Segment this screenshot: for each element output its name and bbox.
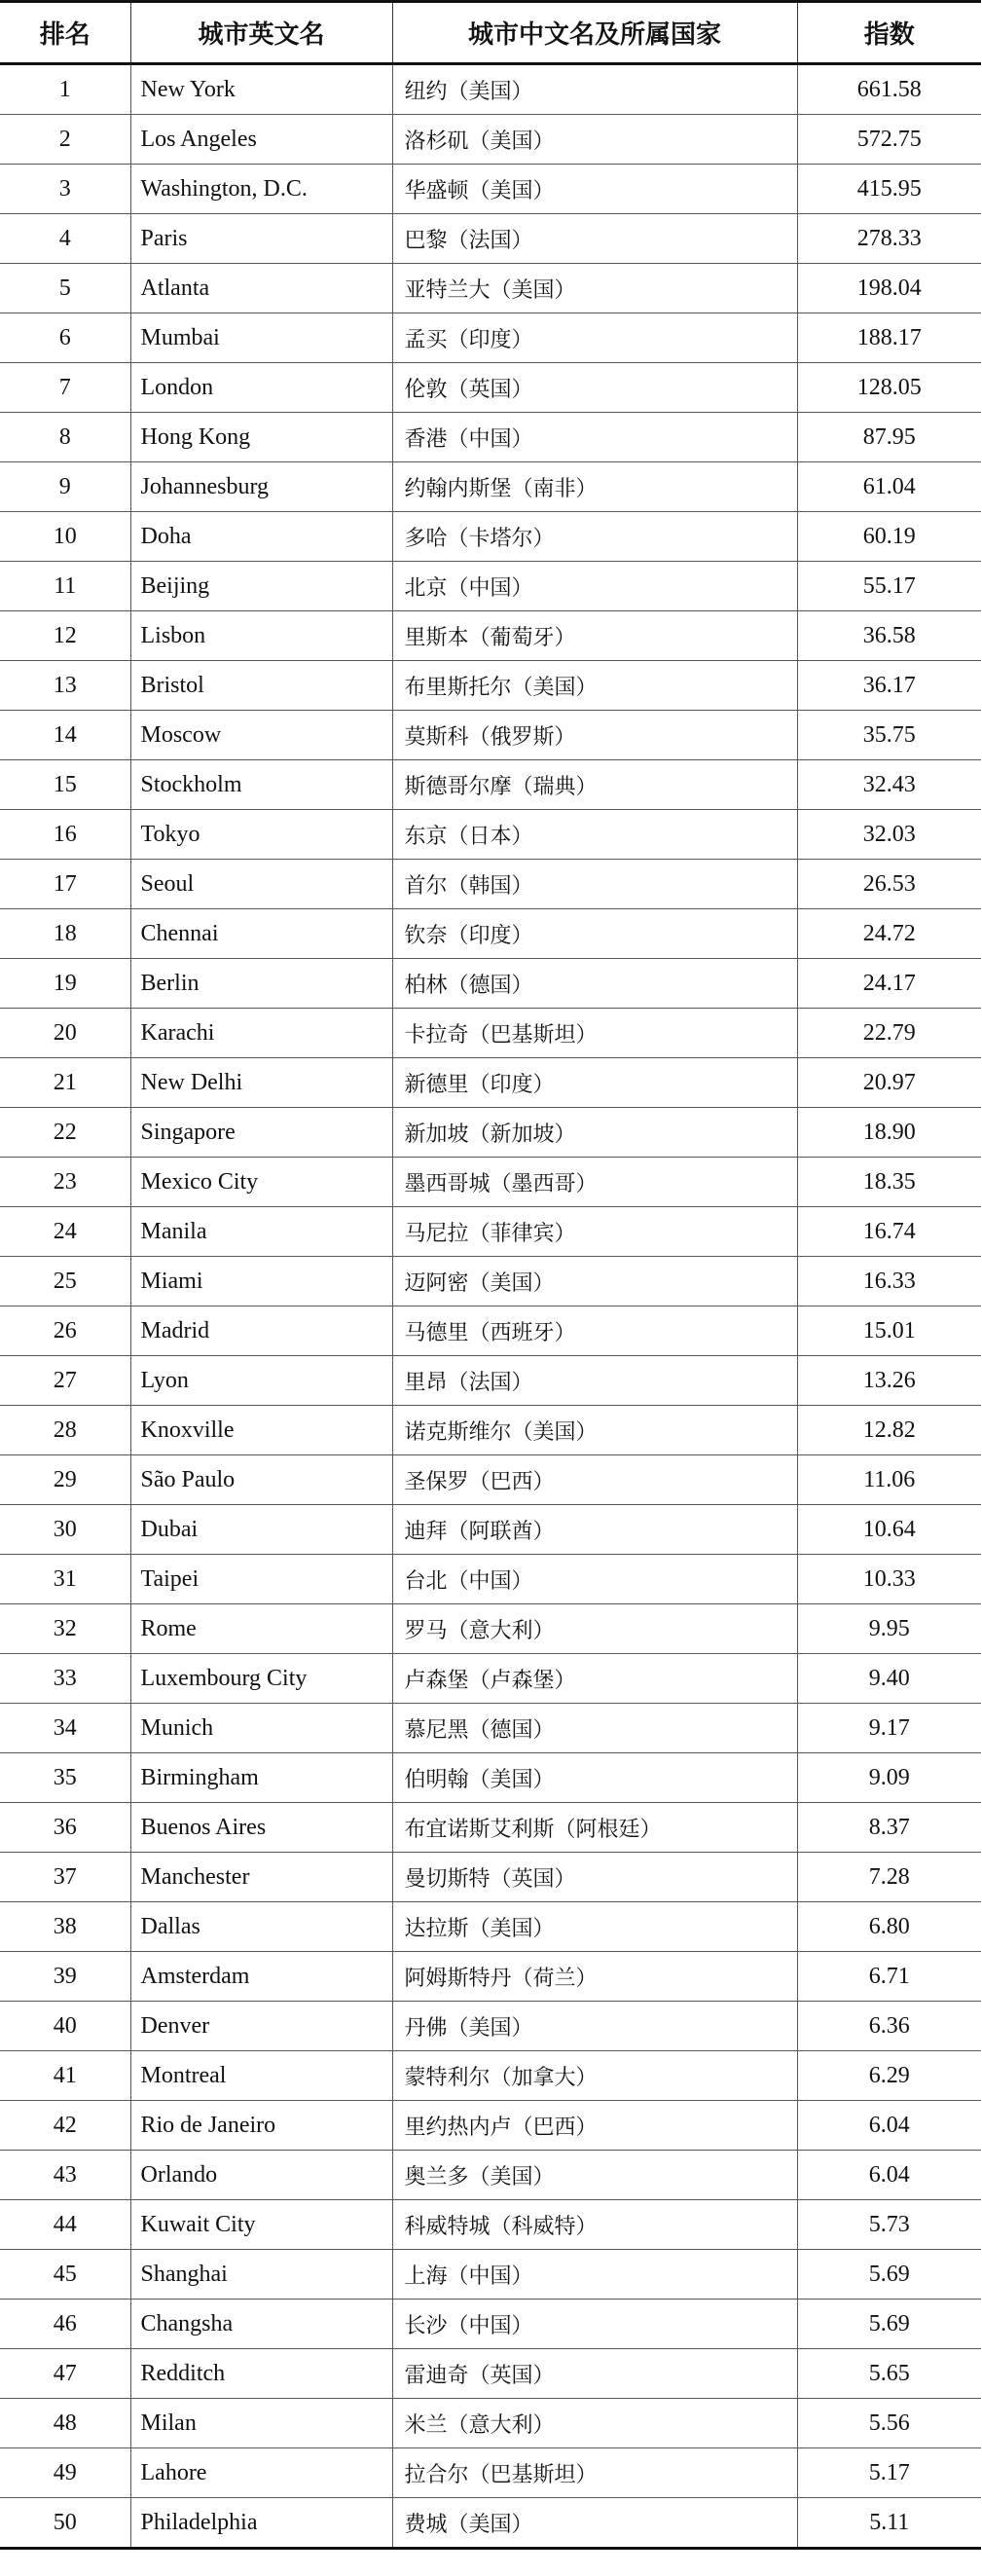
english-name-cell: Dallas bbox=[130, 1902, 392, 1952]
table-row bbox=[0, 711, 981, 760]
chinese-name-cell: 达拉斯（美国） bbox=[392, 1902, 797, 1952]
english-name-cell: Moscow bbox=[130, 711, 392, 760]
english-name-cell: Luxembourg City bbox=[130, 1654, 392, 1704]
chinese-name-cell: 斯德哥尔摩（瑞典） bbox=[392, 760, 797, 810]
header-row bbox=[0, 2, 981, 64]
table-row bbox=[0, 214, 981, 264]
chinese-name-cell: 北京（中国） bbox=[392, 562, 797, 611]
chinese-name-cell: 香港（中国） bbox=[392, 413, 797, 462]
table-row bbox=[0, 1455, 981, 1505]
english-name-cell: Madrid bbox=[130, 1306, 392, 1356]
english-name-cell: Seoul bbox=[130, 860, 392, 909]
table-row bbox=[0, 1058, 981, 1108]
index-value-cell: 10.33 bbox=[797, 1555, 981, 1604]
english-name-cell: Munich bbox=[130, 1704, 392, 1753]
rank-cell: 34 bbox=[0, 1704, 130, 1753]
english-name-cell: Rome bbox=[130, 1604, 392, 1654]
index-value-cell: 11.06 bbox=[797, 1455, 981, 1505]
english-name-cell: Manchester bbox=[130, 1853, 392, 1902]
english-name-cell: Miami bbox=[130, 1257, 392, 1306]
english-name-cell: Atlanta bbox=[130, 264, 392, 313]
index-value-cell: 9.95 bbox=[797, 1604, 981, 1654]
table-row bbox=[0, 2349, 981, 2399]
english-name-cell: Taipei bbox=[130, 1555, 392, 1604]
index-value-cell: 6.80 bbox=[797, 1902, 981, 1952]
english-name-cell: Berlin bbox=[130, 959, 392, 1009]
index-value-cell: 87.95 bbox=[797, 413, 981, 462]
english-name-cell: Dubai bbox=[130, 1505, 392, 1555]
index-value-cell: 9.17 bbox=[797, 1704, 981, 1753]
rank-cell: 14 bbox=[0, 711, 130, 760]
chinese-name-cell: 巴黎（法国） bbox=[392, 214, 797, 264]
rank-cell: 4 bbox=[0, 214, 130, 264]
index-value-cell: 60.19 bbox=[797, 512, 981, 562]
index-value-cell: 6.29 bbox=[797, 2051, 981, 2101]
rank-cell: 38 bbox=[0, 1902, 130, 1952]
rank-cell: 30 bbox=[0, 1505, 130, 1555]
table-row bbox=[0, 1306, 981, 1356]
table-row bbox=[0, 860, 981, 909]
rank-cell: 36 bbox=[0, 1803, 130, 1853]
index-value-cell: 35.75 bbox=[797, 711, 981, 760]
chinese-name-cell: 东京（日本） bbox=[392, 810, 797, 860]
english-name-cell: Lahore bbox=[130, 2448, 392, 2498]
rank-cell: 7 bbox=[0, 363, 130, 413]
table-row bbox=[0, 2200, 981, 2250]
table-row bbox=[0, 1753, 981, 1803]
chinese-name-cell: 迈阿密（美国） bbox=[392, 1257, 797, 1306]
english-name-cell: Kuwait City bbox=[130, 2200, 392, 2250]
table-row bbox=[0, 2300, 981, 2349]
english-name-cell: Mumbai bbox=[130, 313, 392, 363]
table-row bbox=[0, 413, 981, 462]
rank-cell: 21 bbox=[0, 1058, 130, 1108]
chinese-name-cell: 圣保罗（巴西） bbox=[392, 1455, 797, 1505]
rank-cell: 6 bbox=[0, 313, 130, 363]
chinese-name-cell: 雷迪奇（英国） bbox=[392, 2349, 797, 2399]
english-name-cell: Denver bbox=[130, 2002, 392, 2051]
table-row bbox=[0, 2002, 981, 2051]
table-row bbox=[0, 1803, 981, 1853]
english-name-cell: Milan bbox=[130, 2399, 392, 2448]
english-name-cell: São Paulo bbox=[130, 1455, 392, 1505]
rank-cell: 22 bbox=[0, 1108, 130, 1158]
chinese-name-cell: 布宜诺斯艾利斯（阿根廷） bbox=[392, 1803, 797, 1853]
index-value-cell: 5.69 bbox=[797, 2300, 981, 2349]
chinese-name-cell: 阿姆斯特丹（荷兰） bbox=[392, 1952, 797, 2002]
chinese-name-cell: 里昂（法国） bbox=[392, 1356, 797, 1406]
index-value-cell: 18.35 bbox=[797, 1158, 981, 1207]
english-name-cell: Los Angeles bbox=[130, 115, 392, 165]
table-row bbox=[0, 1505, 981, 1555]
table-row bbox=[0, 1853, 981, 1902]
english-name-cell: New Delhi bbox=[130, 1058, 392, 1108]
table-row bbox=[0, 810, 981, 860]
english-name-cell: Bristol bbox=[130, 661, 392, 711]
rank-cell: 2 bbox=[0, 115, 130, 165]
rank-cell: 43 bbox=[0, 2151, 130, 2200]
index-value-cell: 6.71 bbox=[797, 1952, 981, 2002]
index-value-cell: 36.58 bbox=[797, 611, 981, 661]
chinese-name-cell: 孟买（印度） bbox=[392, 313, 797, 363]
english-name-cell: Montreal bbox=[130, 2051, 392, 2101]
chinese-name-cell: 首尔（韩国） bbox=[392, 860, 797, 909]
rank-cell: 9 bbox=[0, 462, 130, 512]
rank-cell: 31 bbox=[0, 1555, 130, 1604]
index-value-cell: 16.33 bbox=[797, 1257, 981, 1306]
rank-cell: 32 bbox=[0, 1604, 130, 1654]
english-name-cell: Lisbon bbox=[130, 611, 392, 661]
chinese-name-cell: 墨西哥城（墨西哥） bbox=[392, 1158, 797, 1207]
rank-cell: 23 bbox=[0, 1158, 130, 1207]
index-value-cell: 278.33 bbox=[797, 214, 981, 264]
table-row bbox=[0, 1158, 981, 1207]
index-value-cell: 20.97 bbox=[797, 1058, 981, 1108]
index-value-cell: 8.37 bbox=[797, 1803, 981, 1853]
chinese-name-cell: 奥兰多（美国） bbox=[392, 2151, 797, 2200]
rank-cell: 44 bbox=[0, 2200, 130, 2250]
index-value-cell: 12.82 bbox=[797, 1406, 981, 1455]
chinese-name-cell: 丹佛（美国） bbox=[392, 2002, 797, 2051]
table-row bbox=[0, 512, 981, 562]
rank-cell: 10 bbox=[0, 512, 130, 562]
rank-cell: 49 bbox=[0, 2448, 130, 2498]
rank-cell: 15 bbox=[0, 760, 130, 810]
rank-cell: 1 bbox=[0, 64, 130, 115]
index-value-cell: 188.17 bbox=[797, 313, 981, 363]
table-row bbox=[0, 959, 981, 1009]
index-value-cell: 5.11 bbox=[797, 2498, 981, 2549]
rank-cell: 35 bbox=[0, 1753, 130, 1803]
index-value-cell: 6.36 bbox=[797, 2002, 981, 2051]
chinese-name-cell: 华盛顿（美国） bbox=[392, 165, 797, 214]
chinese-name-cell: 钦奈（印度） bbox=[392, 909, 797, 959]
table-row bbox=[0, 1356, 981, 1406]
index-value-cell: 26.53 bbox=[797, 860, 981, 909]
rank-cell: 3 bbox=[0, 165, 130, 214]
rank-cell: 11 bbox=[0, 562, 130, 611]
rank-cell: 25 bbox=[0, 1257, 130, 1306]
index-value-cell: 415.95 bbox=[797, 165, 981, 214]
chinese-name-cell: 柏林（德国） bbox=[392, 959, 797, 1009]
rank-cell: 46 bbox=[0, 2300, 130, 2349]
chinese-name-cell: 费城（美国） bbox=[392, 2498, 797, 2549]
table-row bbox=[0, 1406, 981, 1455]
english-name-cell: Tokyo bbox=[130, 810, 392, 860]
table-row bbox=[0, 1108, 981, 1158]
table-row bbox=[0, 2399, 981, 2448]
chinese-name-cell: 罗马（意大利） bbox=[392, 1604, 797, 1654]
english-name-cell: Karachi bbox=[130, 1009, 392, 1058]
english-name-cell: London bbox=[130, 363, 392, 413]
table-row bbox=[0, 1952, 981, 2002]
rank-cell: 19 bbox=[0, 959, 130, 1009]
chinese-name-cell: 拉合尔（巴基斯坦） bbox=[392, 2448, 797, 2498]
chinese-name-cell: 多哈（卡塔尔） bbox=[392, 512, 797, 562]
index-value-cell: 572.75 bbox=[797, 115, 981, 165]
english-name-cell: Stockholm bbox=[130, 760, 392, 810]
index-value-cell: 5.69 bbox=[797, 2250, 981, 2300]
rank-cell: 47 bbox=[0, 2349, 130, 2399]
chinese-name-cell: 卢森堡（卢森堡） bbox=[392, 1654, 797, 1704]
table-row bbox=[0, 661, 981, 711]
index-value-cell: 9.09 bbox=[797, 1753, 981, 1803]
chinese-name-cell: 米兰（意大利） bbox=[392, 2399, 797, 2448]
index-value-cell: 15.01 bbox=[797, 1306, 981, 1356]
index-value-cell: 9.40 bbox=[797, 1654, 981, 1704]
table-row bbox=[0, 2448, 981, 2498]
table-row bbox=[0, 1207, 981, 1257]
index-value-cell: 22.79 bbox=[797, 1009, 981, 1058]
table-row bbox=[0, 2151, 981, 2200]
table-row bbox=[0, 611, 981, 661]
index-value-cell: 32.03 bbox=[797, 810, 981, 860]
rank-cell: 42 bbox=[0, 2101, 130, 2151]
index-value-cell: 32.43 bbox=[797, 760, 981, 810]
chinese-name-cell: 科威特城（科威特） bbox=[392, 2200, 797, 2250]
index-value-cell: 36.17 bbox=[797, 661, 981, 711]
chinese-name-cell: 洛杉矶（美国） bbox=[392, 115, 797, 165]
rank-cell: 29 bbox=[0, 1455, 130, 1505]
rank-cell: 5 bbox=[0, 264, 130, 313]
english-name-cell: Changsha bbox=[130, 2300, 392, 2349]
english-name-cell: Paris bbox=[130, 214, 392, 264]
table-row bbox=[0, 2250, 981, 2300]
header-index: 指数 bbox=[797, 2, 981, 64]
chinese-name-cell: 亚特兰大（美国） bbox=[392, 264, 797, 313]
chinese-name-cell: 里约热内卢（巴西） bbox=[392, 2101, 797, 2151]
rank-cell: 33 bbox=[0, 1654, 130, 1704]
rank-cell: 39 bbox=[0, 1952, 130, 2002]
chinese-name-cell: 里斯本（葡萄牙） bbox=[392, 611, 797, 661]
chinese-name-cell: 曼切斯特（英国） bbox=[392, 1853, 797, 1902]
index-value-cell: 5.56 bbox=[797, 2399, 981, 2448]
table-row bbox=[0, 363, 981, 413]
rank-cell: 41 bbox=[0, 2051, 130, 2101]
english-name-cell: Orlando bbox=[130, 2151, 392, 2200]
english-name-cell: Hong Kong bbox=[130, 413, 392, 462]
header-rank: 排名 bbox=[0, 2, 130, 64]
index-value-cell: 6.04 bbox=[797, 2101, 981, 2151]
rank-cell: 28 bbox=[0, 1406, 130, 1455]
rank-cell: 16 bbox=[0, 810, 130, 860]
table-header bbox=[0, 2, 981, 64]
rank-cell: 40 bbox=[0, 2002, 130, 2051]
chinese-name-cell: 伦敦（英国） bbox=[392, 363, 797, 413]
chinese-name-cell: 台北（中国） bbox=[392, 1555, 797, 1604]
rank-cell: 50 bbox=[0, 2498, 130, 2549]
index-value-cell: 24.72 bbox=[797, 909, 981, 959]
index-value-cell: 5.73 bbox=[797, 2200, 981, 2250]
table-row bbox=[0, 2101, 981, 2151]
chinese-name-cell: 布里斯托尔（美国） bbox=[392, 661, 797, 711]
index-value-cell: 24.17 bbox=[797, 959, 981, 1009]
rank-cell: 27 bbox=[0, 1356, 130, 1406]
chinese-name-cell: 慕尼黑（德国） bbox=[392, 1704, 797, 1753]
index-value-cell: 10.64 bbox=[797, 1505, 981, 1555]
table-row bbox=[0, 1604, 981, 1654]
english-name-cell: Lyon bbox=[130, 1356, 392, 1406]
english-name-cell: Singapore bbox=[130, 1108, 392, 1158]
english-name-cell: Johannesburg bbox=[130, 462, 392, 512]
english-name-cell: Amsterdam bbox=[130, 1952, 392, 2002]
table-row bbox=[0, 1704, 981, 1753]
index-value-cell: 198.04 bbox=[797, 264, 981, 313]
index-value-cell: 61.04 bbox=[797, 462, 981, 512]
english-name-cell: Chennai bbox=[130, 909, 392, 959]
index-value-cell: 5.17 bbox=[797, 2448, 981, 2498]
table-row bbox=[0, 760, 981, 810]
rank-cell: 12 bbox=[0, 611, 130, 661]
rank-cell: 37 bbox=[0, 1853, 130, 1902]
table-row bbox=[0, 562, 981, 611]
index-value-cell: 6.04 bbox=[797, 2151, 981, 2200]
chinese-name-cell: 莫斯科（俄罗斯） bbox=[392, 711, 797, 760]
english-name-cell: Washington, D.C. bbox=[130, 165, 392, 214]
table-body bbox=[0, 64, 981, 2549]
table-row bbox=[0, 1257, 981, 1306]
chinese-name-cell: 伯明翰（美国） bbox=[392, 1753, 797, 1803]
english-name-cell: Birmingham bbox=[130, 1753, 392, 1803]
index-value-cell: 128.05 bbox=[797, 363, 981, 413]
index-value-cell: 661.58 bbox=[797, 64, 981, 115]
rank-cell: 48 bbox=[0, 2399, 130, 2448]
chinese-name-cell: 长沙（中国） bbox=[392, 2300, 797, 2349]
rank-cell: 45 bbox=[0, 2250, 130, 2300]
table-row bbox=[0, 264, 981, 313]
table-row bbox=[0, 462, 981, 512]
chinese-name-cell: 新加坡（新加坡） bbox=[392, 1108, 797, 1158]
rank-cell: 20 bbox=[0, 1009, 130, 1058]
index-value-cell: 13.26 bbox=[797, 1356, 981, 1406]
rank-cell: 17 bbox=[0, 860, 130, 909]
rank-cell: 8 bbox=[0, 413, 130, 462]
index-value-cell: 7.28 bbox=[797, 1853, 981, 1902]
chinese-name-cell: 新德里（印度） bbox=[392, 1058, 797, 1108]
english-name-cell: Redditch bbox=[130, 2349, 392, 2399]
chinese-name-cell: 迪拜（阿联酋） bbox=[392, 1505, 797, 1555]
english-name-cell: Buenos Aires bbox=[130, 1803, 392, 1853]
header-chinese-name-country: 城市中文名及所属国家 bbox=[392, 2, 797, 64]
header-english-name: 城市英文名 bbox=[130, 2, 392, 64]
english-name-cell: Doha bbox=[130, 512, 392, 562]
index-value-cell: 16.74 bbox=[797, 1207, 981, 1257]
index-value-cell: 55.17 bbox=[797, 562, 981, 611]
chinese-name-cell: 诺克斯维尔（美国） bbox=[392, 1406, 797, 1455]
table-row bbox=[0, 165, 981, 214]
table-row bbox=[0, 313, 981, 363]
english-name-cell: Knoxville bbox=[130, 1406, 392, 1455]
rank-cell: 18 bbox=[0, 909, 130, 959]
chinese-name-cell: 马尼拉（菲律宾） bbox=[392, 1207, 797, 1257]
index-value-cell: 18.90 bbox=[797, 1108, 981, 1158]
english-name-cell: Beijing bbox=[130, 562, 392, 611]
table-row bbox=[0, 1654, 981, 1704]
rank-cell: 26 bbox=[0, 1306, 130, 1356]
chinese-name-cell: 蒙特利尔（加拿大） bbox=[392, 2051, 797, 2101]
table-row bbox=[0, 115, 981, 165]
table-row bbox=[0, 2051, 981, 2101]
table-row bbox=[0, 64, 981, 115]
chinese-name-cell: 约翰内斯堡（南非） bbox=[392, 462, 797, 512]
index-value-cell: 5.65 bbox=[797, 2349, 981, 2399]
chinese-name-cell: 马德里（西班牙） bbox=[392, 1306, 797, 1356]
chinese-name-cell: 纽约（美国） bbox=[392, 64, 797, 115]
english-name-cell: Philadelphia bbox=[130, 2498, 392, 2549]
english-name-cell: New York bbox=[130, 64, 392, 115]
table-row bbox=[0, 909, 981, 959]
english-name-cell: Mexico City bbox=[130, 1158, 392, 1207]
english-name-cell: Rio de Janeiro bbox=[130, 2101, 392, 2151]
table-row bbox=[0, 2498, 981, 2549]
english-name-cell: Manila bbox=[130, 1207, 392, 1257]
table-row bbox=[0, 1902, 981, 1952]
table-row bbox=[0, 1009, 981, 1058]
table-row bbox=[0, 1555, 981, 1604]
rank-cell: 24 bbox=[0, 1207, 130, 1257]
rank-cell: 13 bbox=[0, 661, 130, 711]
chinese-name-cell: 上海（中国） bbox=[392, 2250, 797, 2300]
english-name-cell: Shanghai bbox=[130, 2250, 392, 2300]
chinese-name-cell: 卡拉奇（巴基斯坦） bbox=[392, 1009, 797, 1058]
